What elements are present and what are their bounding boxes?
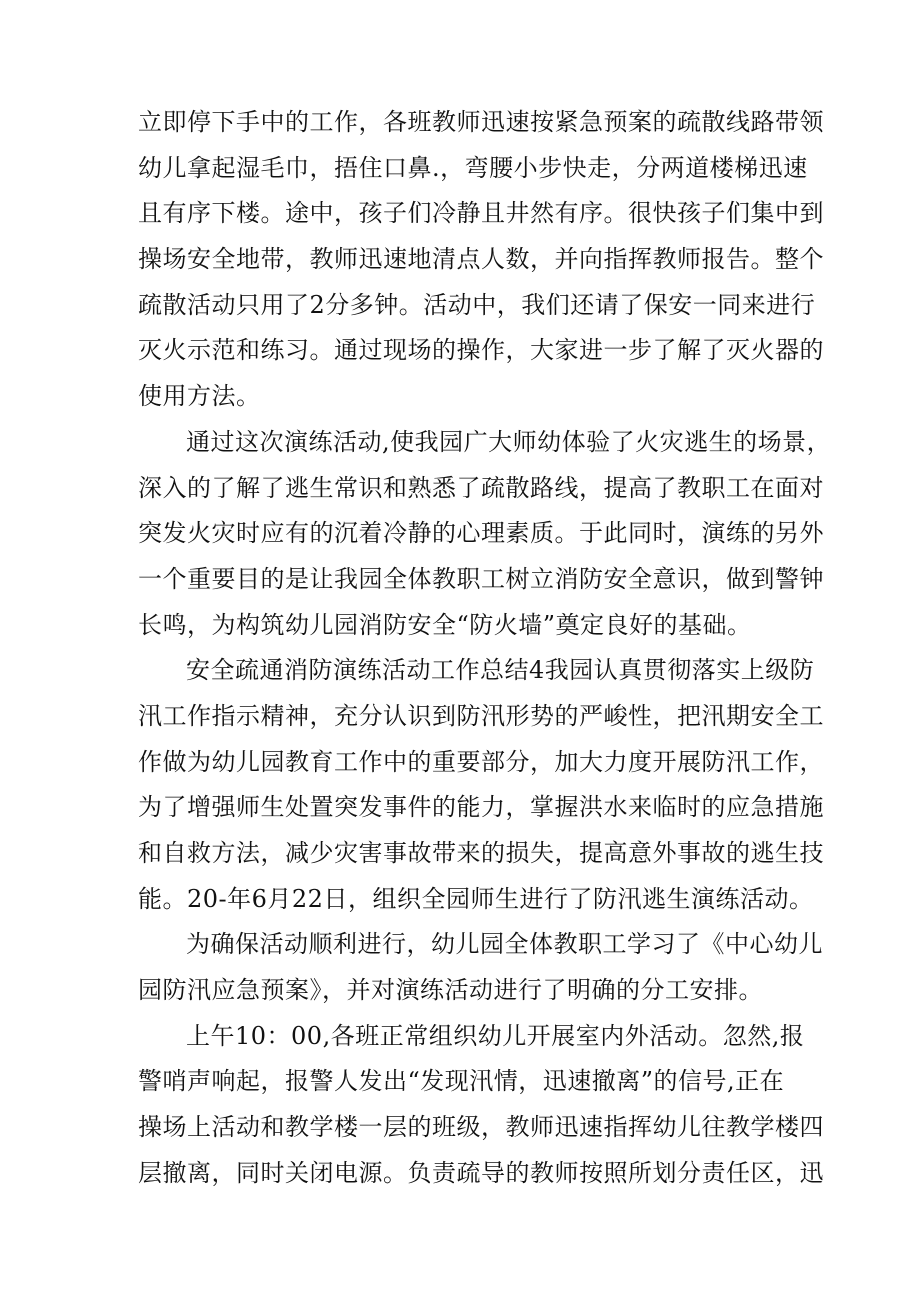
text-line: 且有序下楼。途中，孩子们冷静且井然有序。很快孩子们集中到 — [138, 199, 824, 228]
paragraph-start-line: 为确保活动顺利进行，幼儿园全体教职工学习了《中心幼儿 — [186, 930, 823, 959]
text-line: 使用方法。 — [138, 382, 261, 411]
document-body — [138, 100, 832, 1197]
text-line: 操场上活动和教学楼一层的班级，教师迅速指挥幼儿往教学楼四 — [138, 1113, 824, 1142]
text-line: 汛工作指示精神，充分认识到防汛形势的严峻性，把汛期安全工 — [138, 701, 824, 730]
text-line: 长鸣，为构筑幼儿园消防安全“防火墙”奠定良好的基础。 — [138, 610, 752, 639]
paragraph-start-line: 上午10：00,各班正常组织幼儿开展室内外活动。忽然,报 — [186, 1021, 805, 1050]
text-line: 灭火示范和练习。通过现场的操作，大家进一步了解了灭火器的 — [138, 336, 824, 365]
text-line: 操场安全地带，教师迅速地清点人数，并向指挥教师报告。整个 — [138, 245, 824, 274]
text-line: 作做为幼儿园教育工作中的重要部分，加大力度开展防汛工作， — [138, 747, 824, 776]
paragraph-start-line: 安全疏通消防演练活动工作总结4我园认真贯彻落实上级防 — [186, 656, 815, 685]
text-line: 幼儿拿起湿毛巾，捂住口鼻.，弯腰小步快走，分两道楼梯迅速 — [138, 153, 808, 182]
text-line: 疏散活动只用了2分多钟。活动中，我们还请了保安一同来进行 — [138, 290, 816, 319]
text-line: 园防汛应急预案》，并对演练活动进行了明确的分工安排。 — [138, 976, 763, 1005]
text-line: 立即停下手中的工作，各班教师迅速按紧急预案的疏散线路带领 — [138, 108, 824, 136]
text-line: 和自救方法，减少灾害事故带来的损失，提高意外事故的逃生技 — [138, 839, 824, 867]
text-line: 警哨声响起，报警人发出“发现汛情，迅速撤离”的信号,正在 — [138, 1067, 785, 1096]
text-line: 突发火灾时应有的沉着冷静的心理素质。于此同时，演练的另外 — [138, 519, 824, 548]
text-line: 层撤离，同时关闭电源。负责疏导的教师按照所划分责任区，迅 — [138, 1158, 824, 1187]
text-line: 一个重要目的是让我园全体教职工树立消防安全意识，做到警钟 — [138, 564, 824, 593]
text-line: 深入的了解了逃生常识和熟悉了疏散路线，提高了教职工在面对 — [138, 473, 824, 502]
text-line: 能。20-年6月22日，组织全园师生进行了防汛逃生演练活动。 — [138, 884, 814, 913]
paragraph-start-line: 通过这次演练活动,使我园广大师幼体验了火灾逃生的场景， — [186, 427, 832, 456]
text-line: 为了增强师生处置突发事件的能力，掌握洪水来临时的应急措施 — [138, 793, 824, 822]
